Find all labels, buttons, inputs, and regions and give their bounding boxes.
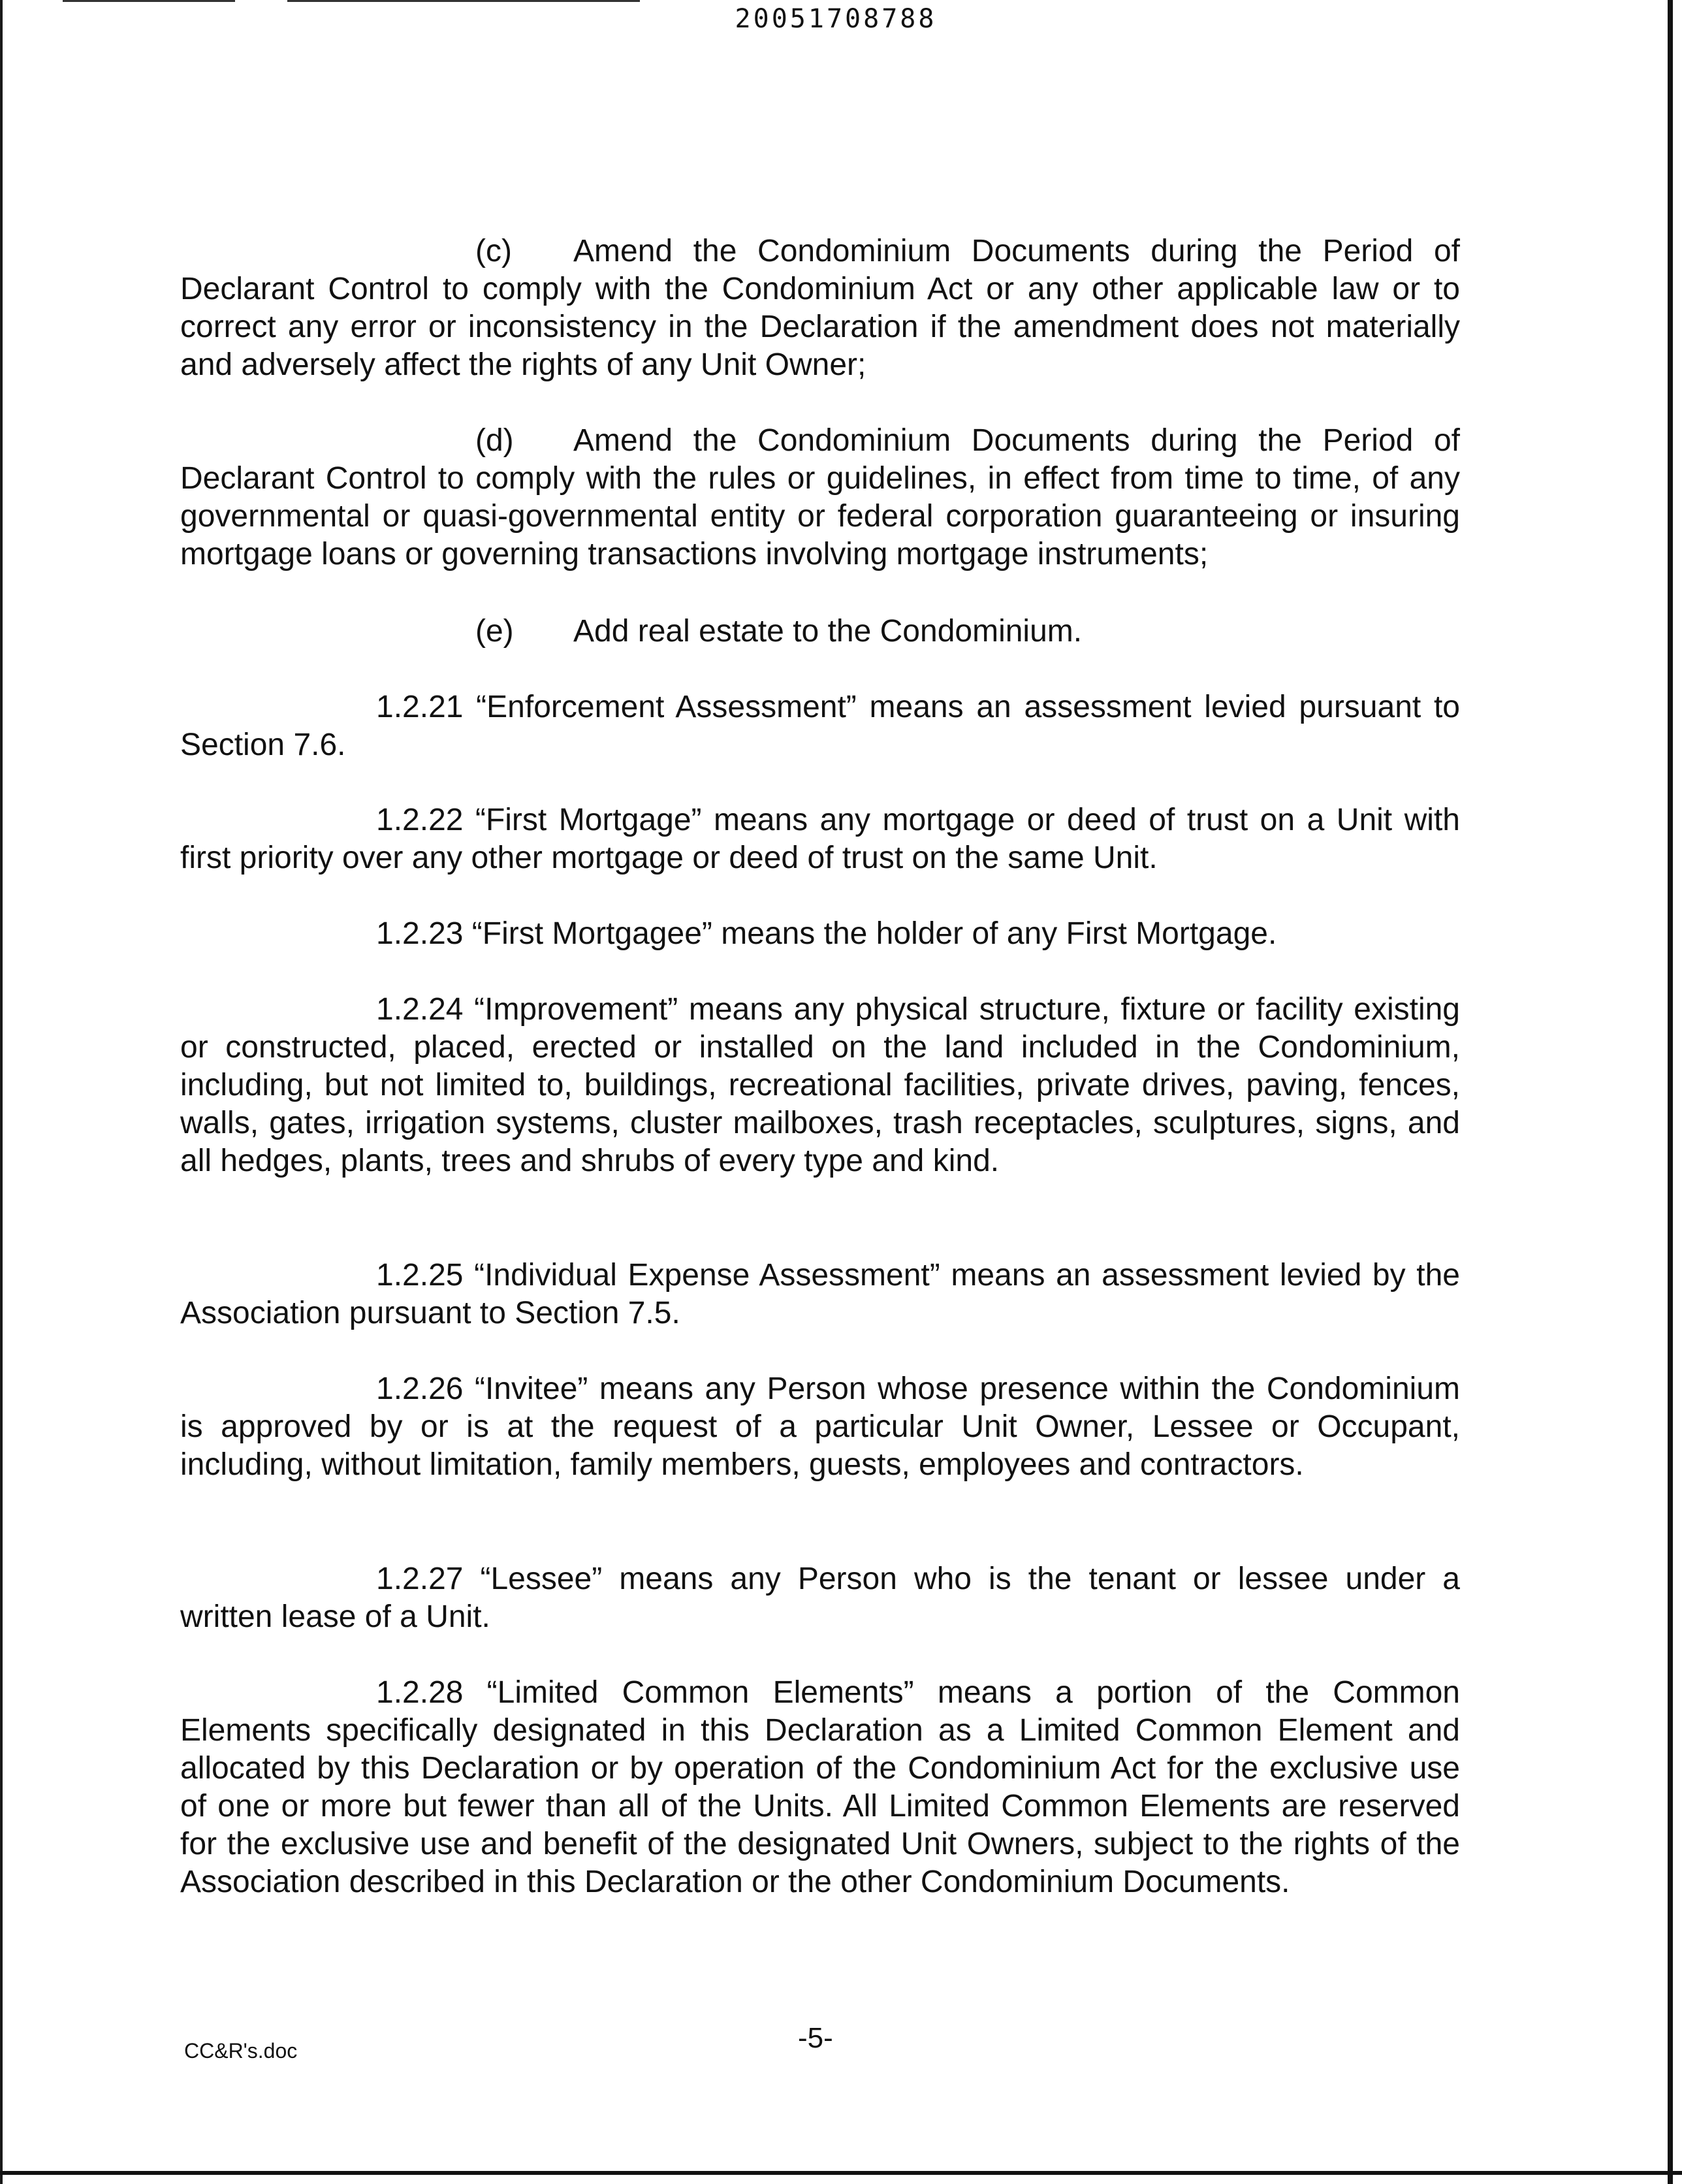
paragraph-e [180, 613, 1460, 650]
paragraph-d [180, 422, 1460, 573]
paragraph-c [180, 233, 1460, 384]
definition-1-2-27: 1.2.27 “Lessee” means any Person who is the tenant or lessee under a written lease of a Unit. [180, 1562, 1460, 1634]
paragraph-text: Add real estate to the Condominium. [573, 614, 1083, 649]
document-number: 20051708788 [735, 4, 937, 34]
definition-1-2-22: 1.2.22 “First Mortgage” means any mortgage or deed of trust on a Unit with first priority over any other mortgage or deed of trust on the same Unit. [180, 803, 1460, 875]
footer-page-number: -5- [798, 2022, 833, 2054]
definition-1-2-23: 1.2.23 “First Mortgagee” means the holder of any First Mortgage. [376, 916, 1277, 951]
paragraph-text: Amend the Condominium Documents during the Period of Declarant Control to comply with the Condominium Act or any other applicable law or to correct any error or inconsistency in the Declaration if the amendment does not materially and adversely affect the rights of any Unit Owner; [180, 234, 1460, 382]
scan-border-left [0, 0, 3, 2184]
definition-1-2-21: 1.2.21 “Enforcement Assessment” means an assessment levied pursuant to Section 7.6. [180, 690, 1460, 762]
top-rule-left [63, 0, 235, 2]
scan-border-bottom [0, 2171, 1682, 2175]
footer-file-name: CC&R's.doc [184, 2039, 298, 2063]
definition-1-2-25: 1.2.25 “Individual Expense Assessment” means an assessment levied by the Association pursuant to Section 7.5. [180, 1258, 1460, 1330]
definition-1-2-24: 1.2.24 “Improvement” means any physical structure, fixture or facility existing or constructed, placed, erected or installed on the land included in the Condominium, including, but not limited to, buildings, recreational facilities, private drives, paving, fences, walls, gates, irrigation systems, cluster mailboxes, trash receptacles, sculptures, signs, and all hedges, plants, trees and shrubs of every type and kind. [180, 992, 1460, 1178]
definition-1-2-28: 1.2.28 “Limited Common Elements” means a portion of the Common Elements specifically designated in this Declaration as a Limited Common Element and allocated by this Declaration or by operation of the Condominium Act for the exclusive use of one or more but fewer than all of the Units. All Limited Common Elements are reserved for the exclusive use and benefit of the designated Unit Owners, subject to the rights of the Association described in this Declaration or the other Condominium Documents. [180, 1675, 1460, 1899]
paragraph-label: (e) [475, 614, 514, 649]
paragraph-label: (d) [475, 423, 514, 458]
paragraph-text: Amend the Condominium Documents during the Period of Declarant Control to comply with the rules or guidelines, in effect from time to time, of any governmental or quasi-governmental entity or federal corporation guaranteeing or insuring mortgage loans or governing transactions involving mortgage instruments; [180, 423, 1460, 571]
definition-1-2-26: 1.2.26 “Invitee” means any Person whose presence within the Condominium is approved by or is at the request of a particular Unit Owner, Lessee or Occupant, including, without limitation, family members, guests, employees and contractors. [180, 1372, 1460, 1482]
top-rule-right [287, 0, 640, 2]
scan-border-right [1668, 0, 1673, 2184]
paragraph-label: (c) [475, 234, 512, 268]
